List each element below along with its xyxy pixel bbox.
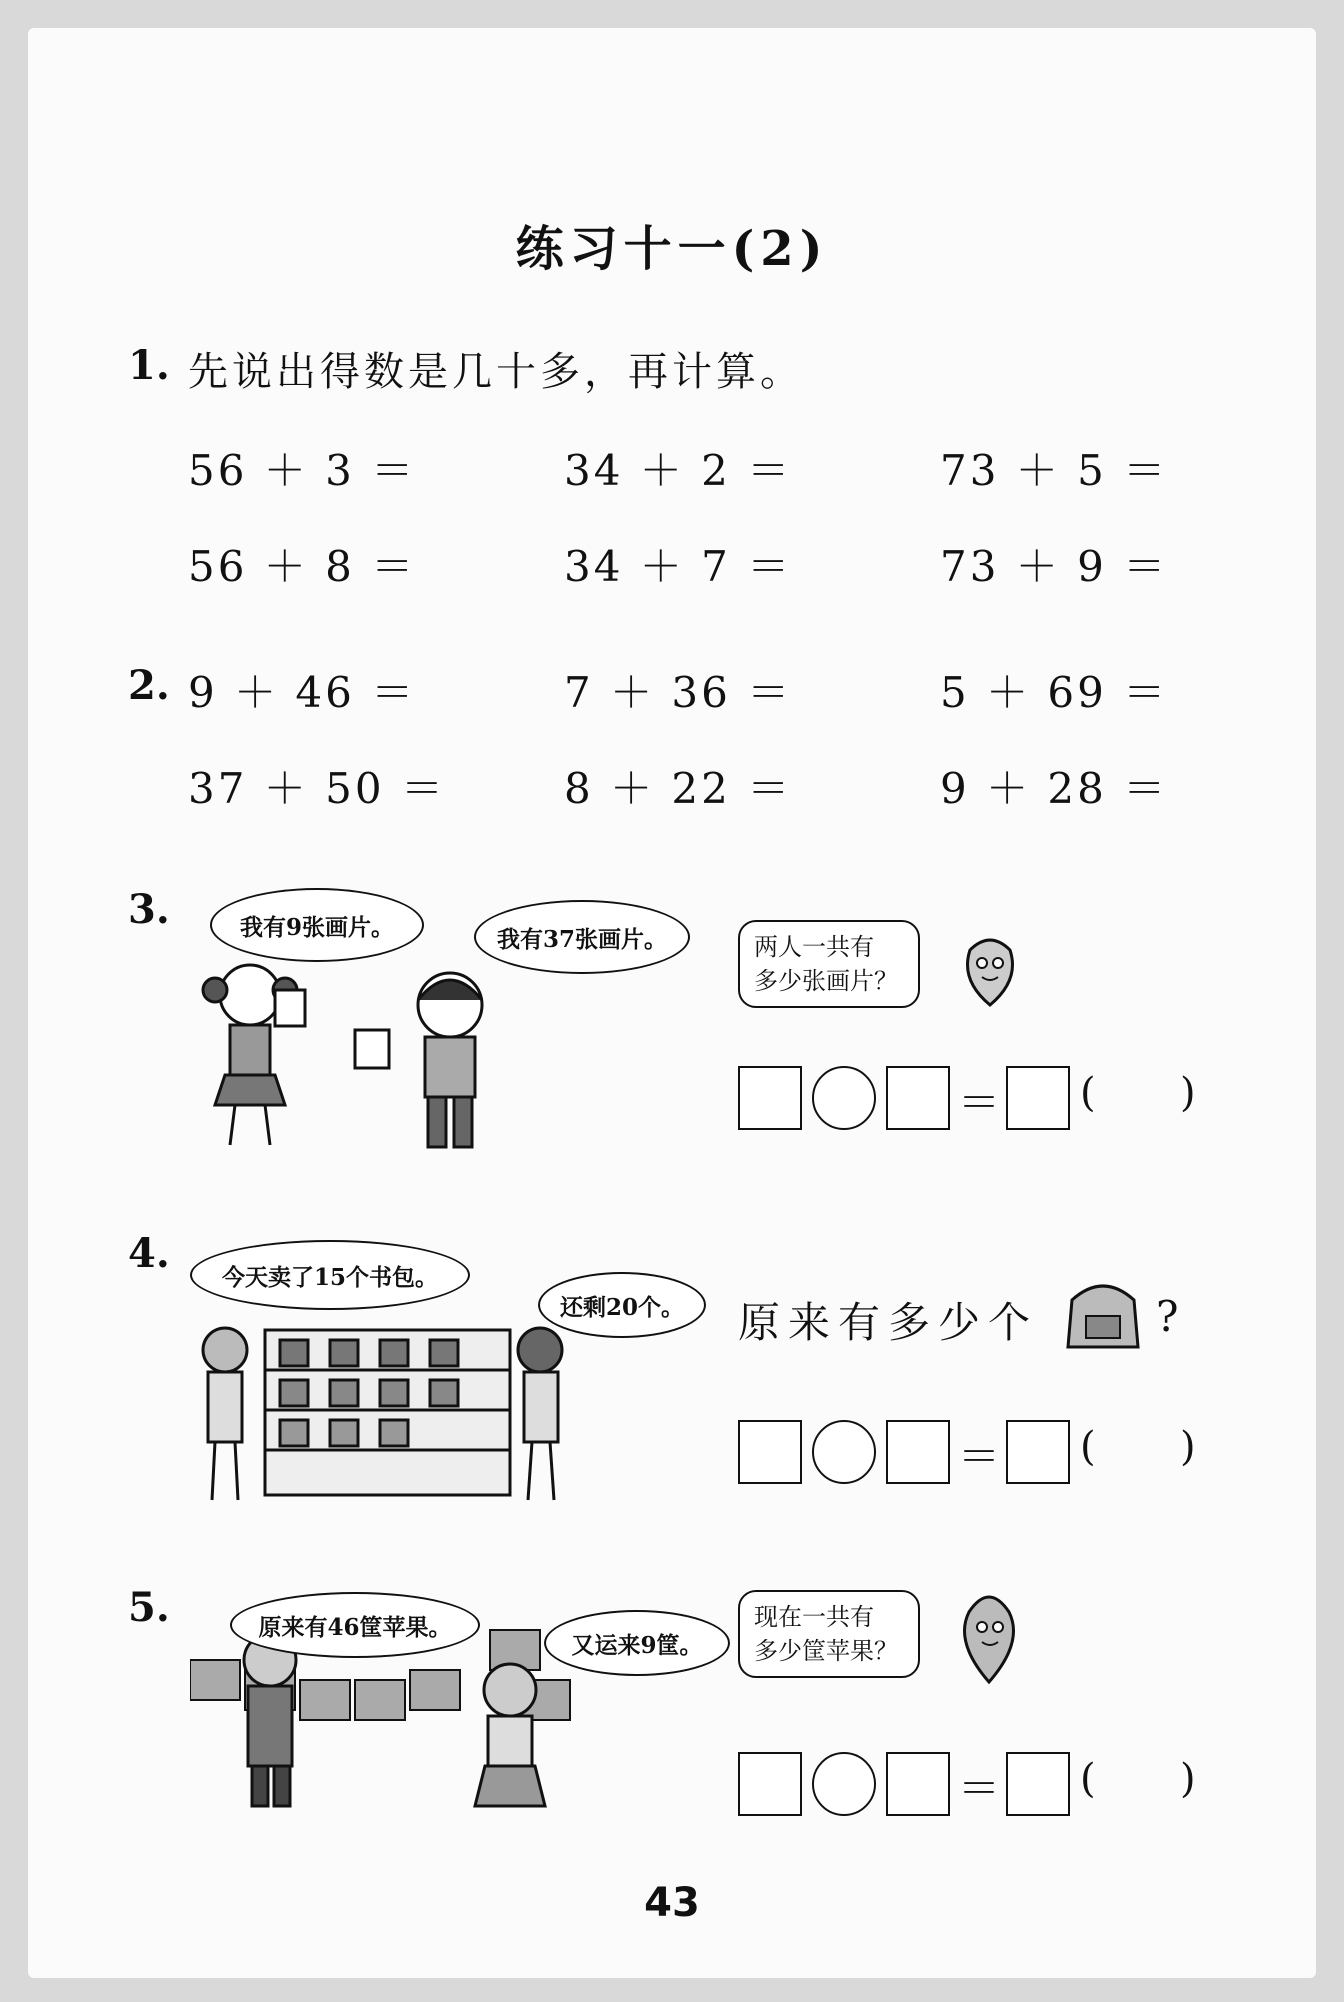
q2-expr-r2c2: 8 ＋ 22 ＝	[564, 764, 793, 813]
q1-expr-r2c1: 56 ＋ 8 ＝	[188, 542, 417, 591]
q4-bookbag-shelf-illustration	[190, 1310, 580, 1510]
q5-girl-speech: 又运来9筐。	[571, 1631, 703, 1659]
q2-expr-r1c3: 5 ＋ 69 ＝	[940, 668, 1169, 717]
q4-answer-box-1[interactable]	[738, 1420, 802, 1484]
q4-right-speech: 还剩20个。	[559, 1293, 684, 1321]
q3-answer-box-1[interactable]	[738, 1066, 802, 1130]
q4-left-speech: 今天卖了15个书包。	[221, 1263, 438, 1291]
q1-instruction: 先说出得数是几十多，再计算。	[188, 349, 804, 395]
q2-number: 2.	[128, 662, 170, 709]
q5-answer-box-2[interactable]	[886, 1752, 950, 1816]
q3-number: 3.	[128, 886, 170, 933]
q5-answer-box-result[interactable]	[1006, 1752, 1070, 1816]
q3-answer-box-2[interactable]	[886, 1066, 950, 1130]
q3-unit-paren-close: )	[1180, 1070, 1196, 1116]
q3-question-line2: 多少张画片？	[754, 967, 898, 995]
q4-number: 4.	[128, 1230, 170, 1277]
q1-expr-r2c2: 34 ＋ 7 ＝	[564, 542, 793, 591]
q4-question-text: 原来有多少个	[738, 1298, 1039, 1347]
q2-expr-r2c1: 37 ＋ 50 ＝	[188, 764, 446, 813]
q1-number: 1.	[128, 342, 170, 389]
q4-answer-box-result[interactable]	[1006, 1420, 1070, 1484]
q5-question-line2: 多少筐苹果？	[754, 1637, 898, 1665]
q5-question-line1: 现在一共有	[754, 1603, 874, 1631]
q3-pepper-mascot-icon	[950, 925, 1030, 1015]
q3-unit-paren-open: (	[1080, 1070, 1096, 1116]
q1-expr-r1c2: 34 ＋ 2 ＝	[564, 446, 793, 495]
q4-question-mark: ?	[1156, 1292, 1187, 1341]
q1-expr-r2c3: 73 ＋ 9 ＝	[940, 542, 1169, 591]
q5-question-bubble	[738, 1590, 920, 1678]
q4-unit-paren-open: (	[1080, 1424, 1096, 1470]
q5-unit-paren-open: (	[1080, 1756, 1096, 1802]
q3-answer-box-result[interactable]	[1006, 1066, 1070, 1130]
q2-expr-r2c3: 9 ＋ 28 ＝	[940, 764, 1169, 813]
q3-question-bubble	[738, 920, 920, 1008]
q3-boy-speech: 我有37张画片。	[496, 925, 667, 953]
q5-boy-speech-bubble	[230, 1592, 480, 1658]
q4-schoolbag-icon	[1058, 1272, 1148, 1352]
q5-girl-speech-bubble	[544, 1610, 730, 1676]
q1-expr-r1c3: 73 ＋ 5 ＝	[940, 446, 1169, 495]
q3-equals-sign: ＝	[958, 1078, 1001, 1127]
q4-operator-circle[interactable]	[812, 1420, 876, 1484]
q3-girl-speech-bubble	[210, 888, 424, 962]
q5-cabbage-mascot-icon	[944, 1582, 1034, 1692]
q3-question-line1: 两人一共有	[754, 933, 874, 961]
q2-expr-r1c1: 9 ＋ 46 ＝	[188, 668, 417, 717]
page-number: 43	[644, 1880, 700, 1926]
q2-expr-r1c2: 7 ＋ 36 ＝	[564, 668, 793, 717]
q4-answer-box-2[interactable]	[886, 1420, 950, 1484]
page-title: 练习十一(2)	[515, 221, 829, 277]
q4-left-speech-bubble	[190, 1240, 470, 1310]
q5-number: 5.	[128, 1584, 170, 1631]
q5-equals-sign: ＝	[958, 1764, 1001, 1813]
q5-boy-speech: 原来有46筐苹果。	[258, 1613, 452, 1641]
q1-expr-r1c1: 56 ＋ 3 ＝	[188, 446, 417, 495]
q3-children-illustration	[190, 955, 660, 1155]
q5-unit-paren-close: )	[1180, 1756, 1196, 1802]
q5-answer-box-1[interactable]	[738, 1752, 802, 1816]
q4-equals-sign: ＝	[958, 1432, 1001, 1481]
q3-girl-speech: 我有9张画片。	[239, 913, 394, 941]
q4-unit-paren-close: )	[1180, 1424, 1196, 1470]
q5-operator-circle[interactable]	[812, 1752, 876, 1816]
q3-operator-circle[interactable]	[812, 1066, 876, 1130]
